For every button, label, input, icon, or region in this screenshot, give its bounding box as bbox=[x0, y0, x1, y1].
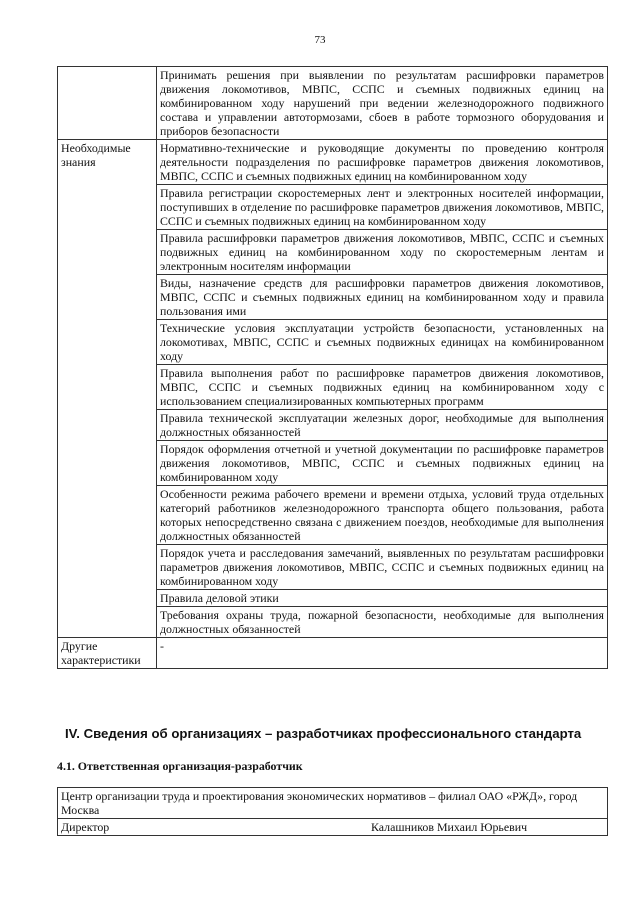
knowledge-item: Правила расшифровки параметров движения локомотивов, МВПС, ССПС и съемных подвижных единиц на комбинированном ходу по скоростемерным лентам и электронным носителям информации bbox=[157, 230, 608, 275]
page-number: 73 bbox=[314, 34, 326, 46]
knowledge-item: Правила регистрации скоростемерных лент и электронных носителей информации, поступивших в отделение по расшифровке параметров движения локомотивов, МВПС, ССПС и съемных подвижных единиц на комбинированном ходу bbox=[157, 185, 608, 230]
knowledge-label: Необходимые знания bbox=[58, 140, 157, 638]
knowledge-item: Правила технической эксплуатации железных дорог, необходимые для выполнения должностных обязанностей bbox=[157, 410, 608, 441]
knowledge-item: Правила выполнения работ по расшифровке параметров движения локомотивов, МВПС, ССПС и съемных подвижных единиц на комбинированном ходу с использованием специализированных компьютерных программ bbox=[157, 365, 608, 410]
developer-role: Директор bbox=[61, 820, 110, 834]
knowledge-item: Порядок оформления отчетной и учетной документации по расшифровке параметров движения локомотивов, МВПС, ССПС и съемных подвижных единиц на комбинированном ходу bbox=[157, 441, 608, 486]
table-row bbox=[58, 67, 608, 140]
table-row bbox=[58, 819, 608, 836]
table-row bbox=[58, 788, 608, 819]
knowledge-item: Виды, назначение средств для расшифровки параметров движения локомотивов, МВПС, ССПС и съемных подвижных единиц на комбинированном ходу и правила пользования ими bbox=[157, 275, 608, 320]
knowledge-item: Требования охраны труда, пожарной безопасности, необходимые для выполнения должностных обязанностей bbox=[157, 607, 608, 638]
developer-sign-cell bbox=[58, 819, 608, 836]
table-row bbox=[58, 140, 608, 185]
section-title: IV. Сведения об организациях – разработчиках профессионального стандарта bbox=[65, 726, 582, 741]
knowledge-item: Особенности режима рабочего времени и времени отдыха, условий труда отдельных категорий работников железнодорожного транспорта общего пользования, работа которых непосредственно связана с движением поездов, необходимые для выполнения должностных обязанностей bbox=[157, 486, 608, 545]
empty-label-cell bbox=[58, 67, 157, 140]
developer-person: Калашников Михаил Юрьевич bbox=[371, 820, 528, 834]
subsection-title: 4.1. Ответственная организация-разработчик bbox=[57, 759, 303, 773]
developer-sign-row bbox=[61, 820, 604, 834]
other-label: Другие характеристики bbox=[58, 638, 157, 669]
table-row bbox=[58, 638, 608, 669]
developer-org-name: Центр организации труда и проектирования экономических нормативов – филиал ОАО «РЖД», город Москва bbox=[58, 788, 608, 819]
knowledge-item: Нормативно-технические и руководящие документы по проведению контроля деятельности подразделения по расшифровке параметров движения локомотивов, МВПС, ССПС и съемных подвижных единиц на комбинированном ходу bbox=[157, 140, 608, 185]
other-value: - bbox=[157, 638, 608, 669]
knowledge-item: Технические условия эксплуатации устройств безопасности, установленных на локомотивах, МВПС, ССПС и съемных подвижных единицах на комбинированном ходу bbox=[157, 320, 608, 365]
knowledge-item: Порядок учета и расследования замечаний, выявленных по результатам расшифровки параметров движения локомотивов, МВПС, ССПС и съемных подвижных единиц на комбинированном ходу bbox=[157, 545, 608, 590]
skill-item: Принимать решения при выявлении по результатам расшифровки параметров движения локомотивов, МВПС, ССПС и съемных подвижных единиц на комбинированном ходу нарушений при ведении железнодорожного подвижного состава и управлении автотормозами, сбоев в работе тормозного оборудования и приборов безопасности bbox=[157, 67, 608, 140]
knowledge-item: Правила деловой этики bbox=[157, 590, 608, 607]
developer-table bbox=[57, 787, 608, 836]
competency-table bbox=[57, 66, 608, 669]
